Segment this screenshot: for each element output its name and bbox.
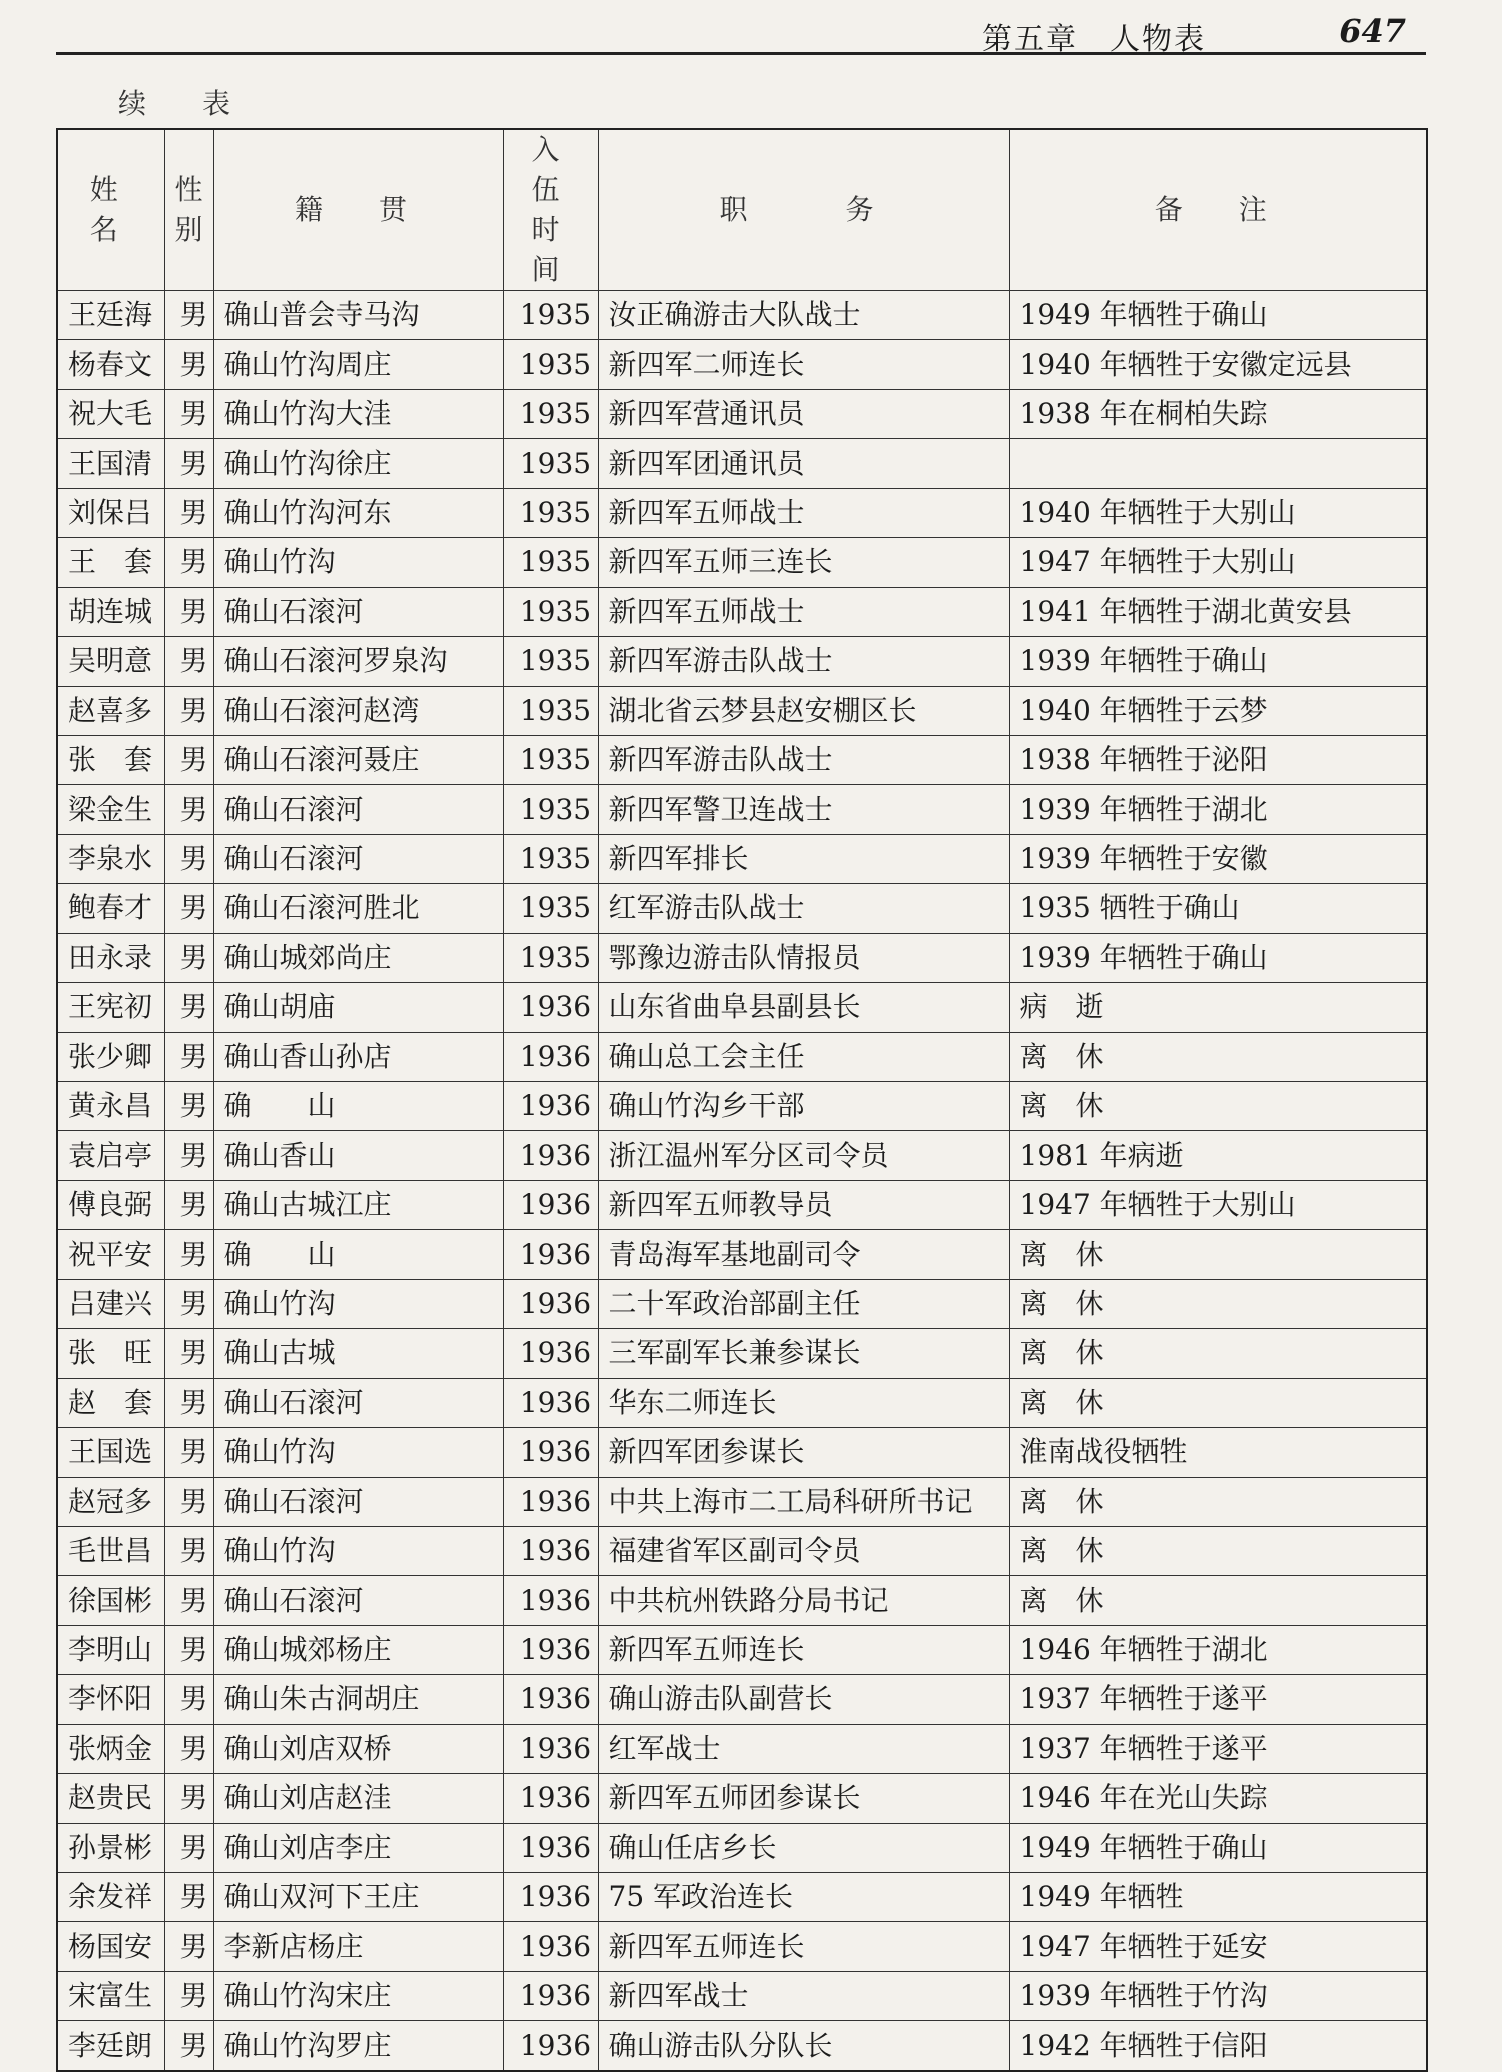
cell-remarks: 离 休 — [1009, 1378, 1427, 1427]
cell-position: 汝正确游击大队战士 — [598, 291, 1009, 340]
cell-join-year: 1935 — [503, 884, 598, 933]
cell-name: 李泉水 — [57, 834, 164, 883]
cell-name: 祝平安 — [57, 1230, 164, 1279]
cell-name: 吴明意 — [57, 637, 164, 686]
cell-name: 宋富生 — [57, 1971, 164, 2020]
cell-name: 杨国安 — [57, 1922, 164, 1971]
cell-join-year: 1936 — [503, 1922, 598, 1971]
cell-name: 王宪初 — [57, 983, 164, 1032]
cell-join-year: 1936 — [503, 1131, 598, 1180]
cell-remarks: 1949 年牺牲于确山 — [1009, 291, 1427, 340]
cell-position: 新四军排长 — [598, 834, 1009, 883]
col-header-position: 职 务 — [598, 129, 1009, 291]
cell-sex: 男 — [164, 340, 213, 389]
cell-name: 王国选 — [57, 1428, 164, 1477]
cell-name: 杨春文 — [57, 340, 164, 389]
cell-position: 新四军五师连长 — [598, 1625, 1009, 1674]
cell-name: 徐国彬 — [57, 1576, 164, 1625]
col-header-sex: 性别 — [164, 129, 213, 291]
cell-position: 中共杭州铁路分局书记 — [598, 1576, 1009, 1625]
table-row — [57, 1180, 1427, 1229]
cell-remarks: 1946 年在光山失踪 — [1009, 1774, 1427, 1823]
cell-name: 张少卿 — [57, 1032, 164, 1081]
cell-join-year: 1936 — [503, 983, 598, 1032]
cell-origin: 确山石滚河赵湾 — [213, 686, 503, 735]
col-header-name: 姓 名 — [57, 129, 164, 291]
cell-remarks: 离 休 — [1009, 1082, 1427, 1131]
cell-sex: 男 — [164, 884, 213, 933]
cell-position: 山东省曲阜县副县长 — [598, 983, 1009, 1032]
cell-join-year: 1936 — [503, 1724, 598, 1773]
cell-position: 浙江温州军分区司令员 — [598, 1131, 1009, 1180]
cell-sex: 男 — [164, 488, 213, 537]
cell-remarks: 1939 年牺牲于湖北 — [1009, 785, 1427, 834]
cell-position: 鄂豫边游击队情报员 — [598, 933, 1009, 982]
table-header-row — [57, 129, 1427, 291]
cell-position: 新四军二师连长 — [598, 340, 1009, 389]
cell-position: 新四军五师团参谋长 — [598, 1774, 1009, 1823]
cell-remarks: 1938 年牺牲于泌阳 — [1009, 735, 1427, 784]
cell-remarks: 离 休 — [1009, 1279, 1427, 1328]
cell-origin: 确山竹沟 — [213, 538, 503, 587]
cell-name: 傅良弼 — [57, 1180, 164, 1229]
cell-origin: 确山石滚河 — [213, 785, 503, 834]
table-row — [57, 587, 1427, 636]
cell-sex: 男 — [164, 291, 213, 340]
cell-origin: 确山竹沟 — [213, 1526, 503, 1575]
table-row — [57, 1724, 1427, 1773]
cell-remarks: 淮南战役牺牲 — [1009, 1428, 1427, 1477]
page-number: 647 — [1339, 12, 1406, 50]
cell-origin: 确山石滚河 — [213, 834, 503, 883]
table-row — [57, 1279, 1427, 1328]
cell-remarks: 1937 年牺牲于遂平 — [1009, 1675, 1427, 1724]
cell-origin: 确山香山 — [213, 1131, 503, 1180]
cell-remarks: 离 休 — [1009, 1477, 1427, 1526]
cell-sex: 男 — [164, 834, 213, 883]
cell-position: 新四军营通讯员 — [598, 389, 1009, 438]
cell-name: 胡连城 — [57, 587, 164, 636]
cell-position: 二十军政治部副主任 — [598, 1279, 1009, 1328]
cell-origin: 确山竹沟 — [213, 1428, 503, 1477]
cell-sex: 男 — [164, 1279, 213, 1328]
cell-origin: 确山石滚河 — [213, 1576, 503, 1625]
cell-sex: 男 — [164, 1131, 213, 1180]
cell-position: 新四军五师教导员 — [598, 1180, 1009, 1229]
cell-remarks: 1938 年在桐柏失踪 — [1009, 389, 1427, 438]
table-row — [57, 785, 1427, 834]
cell-sex: 男 — [164, 1576, 213, 1625]
cell-origin: 确山刘店双桥 — [213, 1724, 503, 1773]
cell-origin: 确山石滚河胜北 — [213, 884, 503, 933]
cell-origin: 确山石滚河 — [213, 1378, 503, 1427]
cell-join-year: 1936 — [503, 1082, 598, 1131]
cell-join-year: 1935 — [503, 488, 598, 537]
cell-join-year: 1935 — [503, 587, 598, 636]
cell-join-year: 1935 — [503, 439, 598, 488]
col-header-origin: 籍 贯 — [213, 129, 503, 291]
cell-position: 确山竹沟乡干部 — [598, 1082, 1009, 1131]
cell-remarks: 1947 年牺牲于大别山 — [1009, 538, 1427, 587]
cell-sex: 男 — [164, 1675, 213, 1724]
table-row — [57, 1873, 1427, 1922]
cell-position: 75 军政治连长 — [598, 1873, 1009, 1922]
table-row — [57, 1329, 1427, 1378]
cell-position: 确山总工会主任 — [598, 1032, 1009, 1081]
cell-origin: 确山石滚河 — [213, 1477, 503, 1526]
cell-remarks: 离 休 — [1009, 1329, 1427, 1378]
table-row — [57, 1032, 1427, 1081]
cell-sex: 男 — [164, 2021, 213, 2071]
cell-join-year: 1936 — [503, 1774, 598, 1823]
running-header — [56, 8, 1446, 57]
cell-position: 新四军团通讯员 — [598, 439, 1009, 488]
cell-remarks: 1940 年牺牲于安徽定远县 — [1009, 340, 1427, 389]
cell-remarks: 1941 年牺牲于湖北黄安县 — [1009, 587, 1427, 636]
cell-name: 梁金生 — [57, 785, 164, 834]
table-row — [57, 1971, 1427, 2020]
cell-join-year: 1936 — [503, 1971, 598, 2020]
table-caption: 续 表 — [118, 87, 245, 120]
header-rule — [56, 52, 1426, 55]
cell-sex: 男 — [164, 439, 213, 488]
cell-name: 孙景彬 — [57, 1823, 164, 1872]
table-row — [57, 2021, 1427, 2071]
cell-remarks: 1942 年牺牲于信阳 — [1009, 2021, 1427, 2071]
cell-join-year: 1935 — [503, 834, 598, 883]
cell-join-year: 1936 — [503, 1823, 598, 1872]
cell-sex: 男 — [164, 637, 213, 686]
cell-position: 华东二师连长 — [598, 1378, 1009, 1427]
cell-origin: 确山双河下王庄 — [213, 1873, 503, 1922]
cell-sex: 男 — [164, 1823, 213, 1872]
cell-name: 赵 套 — [57, 1378, 164, 1427]
cell-sex: 男 — [164, 1329, 213, 1378]
table-row — [57, 1378, 1427, 1427]
table-row — [57, 538, 1427, 587]
cell-remarks: 1935 牺牲于确山 — [1009, 884, 1427, 933]
cell-position: 湖北省云梦县赵安棚区长 — [598, 686, 1009, 735]
chapter-title: 第五章 人物表 — [982, 22, 1206, 57]
cell-sex: 男 — [164, 1774, 213, 1823]
cell-name: 吕建兴 — [57, 1279, 164, 1328]
cell-name: 王 套 — [57, 538, 164, 587]
cell-sex: 男 — [164, 389, 213, 438]
cell-origin: 李新店杨庄 — [213, 1922, 503, 1971]
cell-position: 确山游击队分队长 — [598, 2021, 1009, 2071]
cell-origin: 确山胡庙 — [213, 983, 503, 1032]
cell-join-year: 1936 — [503, 1329, 598, 1378]
table-row — [57, 1082, 1427, 1131]
cell-origin: 确山竹沟 — [213, 1279, 503, 1328]
cell-sex: 男 — [164, 735, 213, 784]
cell-sex: 男 — [164, 686, 213, 735]
table-row — [57, 389, 1427, 438]
cell-position: 红军游击队战士 — [598, 884, 1009, 933]
cell-name: 祝大毛 — [57, 389, 164, 438]
cell-origin: 确山竹沟徐庄 — [213, 439, 503, 488]
cell-position: 新四军游击队战士 — [598, 637, 1009, 686]
cell-origin: 确山石滚河聂庄 — [213, 735, 503, 784]
cell-join-year: 1936 — [503, 1526, 598, 1575]
table-row — [57, 1576, 1427, 1625]
cell-position: 新四军五师连长 — [598, 1922, 1009, 1971]
cell-sex: 男 — [164, 933, 213, 982]
cell-remarks: 1946 年牺牲于湖北 — [1009, 1625, 1427, 1674]
table-row — [57, 1774, 1427, 1823]
table-row — [57, 1823, 1427, 1872]
cell-position: 福建省军区副司令员 — [598, 1526, 1009, 1575]
cell-remarks: 1939 年牺牲于确山 — [1009, 933, 1427, 982]
cell-join-year: 1935 — [503, 389, 598, 438]
cell-remarks: 离 休 — [1009, 1526, 1427, 1575]
cell-name: 赵冠多 — [57, 1477, 164, 1526]
cell-join-year: 1936 — [503, 1576, 598, 1625]
cell-origin: 确 山 — [213, 1230, 503, 1279]
cell-sex: 男 — [164, 1230, 213, 1279]
cell-origin: 确山刘店赵洼 — [213, 1774, 503, 1823]
table-row — [57, 1477, 1427, 1526]
cell-join-year: 1936 — [503, 1032, 598, 1081]
cell-join-year: 1936 — [503, 1279, 598, 1328]
cell-sex: 男 — [164, 587, 213, 636]
personnel-table — [56, 128, 1428, 2072]
cell-origin: 确山古城 — [213, 1329, 503, 1378]
cell-remarks: 1939 年牺牲于确山 — [1009, 637, 1427, 686]
cell-position: 新四军五师战士 — [598, 488, 1009, 537]
cell-remarks: 1949 年牺牲 — [1009, 1873, 1427, 1922]
cell-origin: 确山城郊尚庄 — [213, 933, 503, 982]
cell-origin: 确山竹沟河东 — [213, 488, 503, 537]
cell-position: 三军副军长兼参谋长 — [598, 1329, 1009, 1378]
cell-origin: 确山城郊杨庄 — [213, 1625, 503, 1674]
table-row — [57, 340, 1427, 389]
cell-name: 袁启亭 — [57, 1131, 164, 1180]
table-row — [57, 1625, 1427, 1674]
table-row — [57, 884, 1427, 933]
cell-position: 中共上海市二工局科研所书记 — [598, 1477, 1009, 1526]
table-row — [57, 637, 1427, 686]
table-row — [57, 1526, 1427, 1575]
cell-sex: 男 — [164, 1477, 213, 1526]
cell-name: 李怀阳 — [57, 1675, 164, 1724]
table-row — [57, 834, 1427, 883]
cell-name: 毛世昌 — [57, 1526, 164, 1575]
cell-join-year: 1936 — [503, 1625, 598, 1674]
cell-sex: 男 — [164, 1032, 213, 1081]
cell-origin: 确 山 — [213, 1082, 503, 1131]
cell-join-year: 1936 — [503, 1230, 598, 1279]
cell-sex: 男 — [164, 538, 213, 587]
cell-origin: 确山朱古洞胡庄 — [213, 1675, 503, 1724]
cell-position: 新四军战士 — [598, 1971, 1009, 2020]
cell-origin: 确山竹沟周庄 — [213, 340, 503, 389]
cell-remarks: 1981 年病逝 — [1009, 1131, 1427, 1180]
cell-sex: 男 — [164, 1724, 213, 1773]
cell-join-year: 1936 — [503, 1180, 598, 1229]
cell-name: 王国清 — [57, 439, 164, 488]
cell-name: 赵喜多 — [57, 686, 164, 735]
cell-position: 新四军团参谋长 — [598, 1428, 1009, 1477]
col-header-remarks: 备 注 — [1009, 129, 1427, 291]
cell-name: 赵贵民 — [57, 1774, 164, 1823]
cell-sex: 男 — [164, 1082, 213, 1131]
cell-name: 黄永昌 — [57, 1082, 164, 1131]
cell-sex: 男 — [164, 983, 213, 1032]
table-row — [57, 1230, 1427, 1279]
cell-sex: 男 — [164, 1922, 213, 1971]
cell-remarks: 离 休 — [1009, 1032, 1427, 1081]
table-row — [57, 1131, 1427, 1180]
cell-origin: 确山竹沟宋庄 — [213, 1971, 503, 2020]
cell-remarks: 1939 年牺牲于竹沟 — [1009, 1971, 1427, 2020]
cell-join-year: 1935 — [503, 785, 598, 834]
cell-name: 张 套 — [57, 735, 164, 784]
cell-remarks: 1949 年牺牲于确山 — [1009, 1823, 1427, 1872]
cell-origin: 确山石滚河罗泉沟 — [213, 637, 503, 686]
cell-origin: 确山普会寺马沟 — [213, 291, 503, 340]
cell-remarks: 病 逝 — [1009, 983, 1427, 1032]
cell-sex: 男 — [164, 1526, 213, 1575]
cell-remarks: 1947 年牺牲于大别山 — [1009, 1180, 1427, 1229]
cell-sex: 男 — [164, 1180, 213, 1229]
cell-remarks: 离 休 — [1009, 1576, 1427, 1625]
cell-join-year: 1936 — [503, 1378, 598, 1427]
cell-position: 确山游击队副营长 — [598, 1675, 1009, 1724]
cell-join-year: 1935 — [503, 340, 598, 389]
cell-remarks: 1940 年牺牲于云梦 — [1009, 686, 1427, 735]
table-row — [57, 1675, 1427, 1724]
table-row — [57, 933, 1427, 982]
cell-name: 李廷朗 — [57, 2021, 164, 2071]
cell-sex: 男 — [164, 1378, 213, 1427]
cell-position: 新四军警卫连战士 — [598, 785, 1009, 834]
cell-sex: 男 — [164, 1625, 213, 1674]
cell-remarks: 离 休 — [1009, 1230, 1427, 1279]
table-row — [57, 735, 1427, 784]
cell-join-year: 1936 — [503, 2021, 598, 2071]
cell-join-year: 1935 — [503, 735, 598, 784]
cell-sex: 男 — [164, 785, 213, 834]
cell-join-year: 1935 — [503, 637, 598, 686]
cell-origin: 确山竹沟大洼 — [213, 389, 503, 438]
cell-join-year: 1935 — [503, 291, 598, 340]
cell-origin: 确山石滚河 — [213, 587, 503, 636]
table-row — [57, 488, 1427, 537]
cell-position: 新四军游击队战士 — [598, 735, 1009, 784]
cell-sex: 男 — [164, 1873, 213, 1922]
table-row — [57, 686, 1427, 735]
cell-name: 刘保吕 — [57, 488, 164, 537]
cell-position: 确山任店乡长 — [598, 1823, 1009, 1872]
cell-join-year: 1936 — [503, 1477, 598, 1526]
table-row — [57, 439, 1427, 488]
cell-remarks: 1947 年牺牲于延安 — [1009, 1922, 1427, 1971]
cell-origin: 确山香山孙店 — [213, 1032, 503, 1081]
table-row — [57, 291, 1427, 340]
cell-remarks: 1937 年牺牲于遂平 — [1009, 1724, 1427, 1773]
cell-join-year: 1935 — [503, 686, 598, 735]
table-row — [57, 1428, 1427, 1477]
cell-name: 鲍春才 — [57, 884, 164, 933]
cell-position: 红军战士 — [598, 1724, 1009, 1773]
table-row — [57, 983, 1427, 1032]
cell-remarks: 1939 年牺牲于安徽 — [1009, 834, 1427, 883]
cell-position: 青岛海军基地副司令 — [598, 1230, 1009, 1279]
cell-origin: 确山刘店李庄 — [213, 1823, 503, 1872]
cell-sex: 男 — [164, 1971, 213, 2020]
cell-join-year: 1936 — [503, 1873, 598, 1922]
cell-join-year: 1935 — [503, 538, 598, 587]
cell-remarks — [1009, 439, 1427, 488]
cell-sex: 男 — [164, 1428, 213, 1477]
cell-name: 张炳金 — [57, 1724, 164, 1773]
col-header-join-time: 入伍时间 — [503, 129, 598, 291]
cell-name: 田永录 — [57, 933, 164, 982]
cell-name: 张 旺 — [57, 1329, 164, 1378]
cell-join-year: 1935 — [503, 933, 598, 982]
cell-origin: 确山古城江庄 — [213, 1180, 503, 1229]
cell-join-year: 1936 — [503, 1675, 598, 1724]
cell-name: 余发祥 — [57, 1873, 164, 1922]
cell-origin: 确山竹沟罗庄 — [213, 2021, 503, 2071]
cell-join-year: 1936 — [503, 1428, 598, 1477]
table-body — [57, 291, 1427, 2071]
cell-remarks: 1940 年牺牲于大别山 — [1009, 488, 1427, 537]
cell-position: 新四军五师战士 — [598, 587, 1009, 636]
cell-position: 新四军五师三连长 — [598, 538, 1009, 587]
cell-name: 李明山 — [57, 1625, 164, 1674]
table-row — [57, 1922, 1427, 1971]
cell-name: 王廷海 — [57, 291, 164, 340]
